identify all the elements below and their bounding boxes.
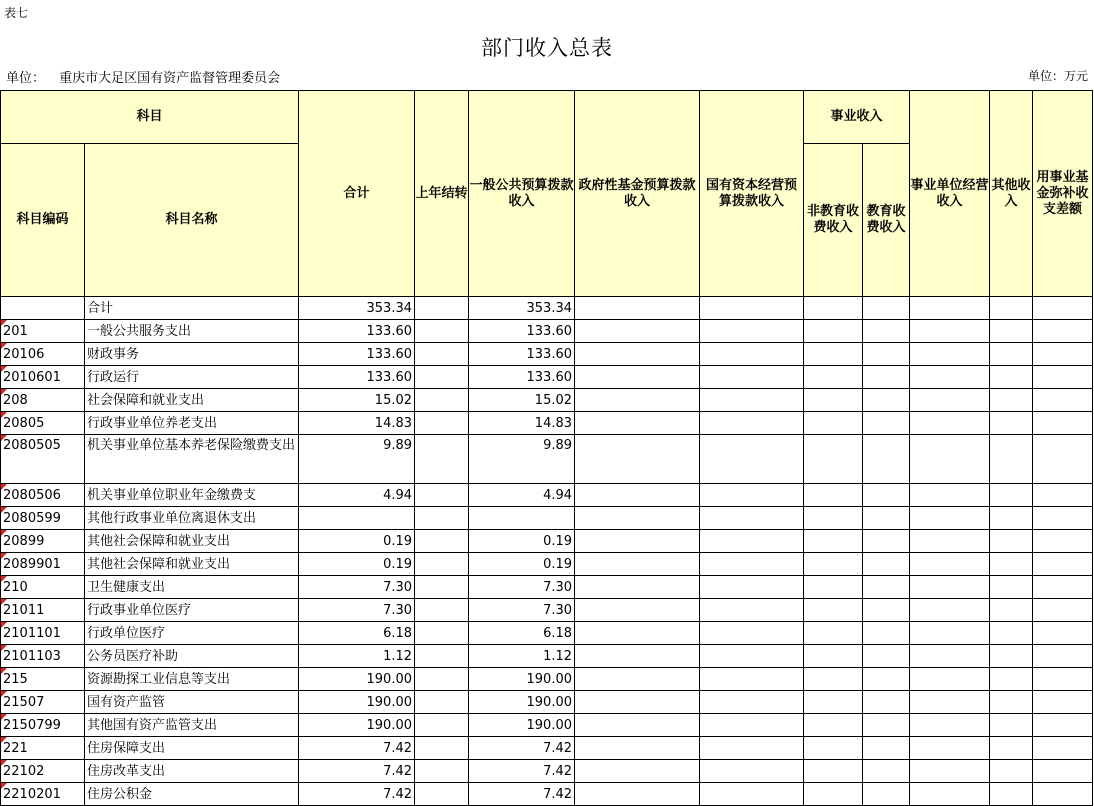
empty-cell <box>575 297 700 320</box>
subject-name-cell: 合计 <box>85 297 299 320</box>
carryover-cell <box>415 297 469 320</box>
subject-name-cell: 住房公积金 <box>85 783 299 806</box>
empty-cell <box>863 507 910 530</box>
empty-cell <box>575 576 700 599</box>
empty-cell <box>990 622 1033 645</box>
empty-cell <box>910 622 990 645</box>
unit-org-line <box>6 67 280 86</box>
empty-cell <box>804 783 863 806</box>
subject-code-cell: 208 <box>1 389 85 412</box>
total-cell: 133.60 <box>299 366 415 389</box>
carryover-cell <box>415 530 469 553</box>
carryover-cell <box>415 576 469 599</box>
carryover-cell <box>415 668 469 691</box>
subject-header: 科目 <box>1 91 299 144</box>
subject-code-cell: 22102 <box>1 760 85 783</box>
empty-cell <box>910 668 990 691</box>
subject-code-cell: 2080506 <box>1 484 85 507</box>
carryover-cell <box>415 691 469 714</box>
empty-cell <box>804 668 863 691</box>
empty-cell <box>804 576 863 599</box>
other-income-header: 其他收入 <box>990 91 1033 297</box>
table-row <box>1 389 1093 412</box>
general-budget-cell: 190.00 <box>469 714 575 737</box>
empty-cell <box>700 297 804 320</box>
empty-cell <box>863 691 910 714</box>
empty-cell <box>575 737 700 760</box>
empty-cell <box>1033 507 1093 530</box>
subject-name-cell: 行政运行 <box>85 366 299 389</box>
empty-cell <box>1033 691 1093 714</box>
table-row <box>1 714 1093 737</box>
carryover-cell <box>415 622 469 645</box>
empty-cell <box>575 783 700 806</box>
empty-cell <box>863 576 910 599</box>
carryover-cell <box>415 760 469 783</box>
empty-cell <box>910 599 990 622</box>
empty-cell <box>1033 737 1093 760</box>
empty-cell <box>990 412 1033 435</box>
unit-label: 单位： <box>6 71 46 86</box>
subject-name-cell: 财政事务 <box>85 343 299 366</box>
state-capital-header: 国有资本经营预算拨款收入 <box>700 91 804 297</box>
carryover-cell <box>415 507 469 530</box>
empty-cell <box>804 737 863 760</box>
subject-name-cell: 其他社会保障和就业支出 <box>85 530 299 553</box>
general-budget-cell: 133.60 <box>469 320 575 343</box>
empty-cell <box>910 714 990 737</box>
general-budget-cell: 133.60 <box>469 366 575 389</box>
empty-cell <box>863 599 910 622</box>
general-budget-cell: 190.00 <box>469 691 575 714</box>
empty-cell <box>1033 389 1093 412</box>
table-row <box>1 412 1093 435</box>
empty-cell <box>1033 320 1093 343</box>
page-title: 部门收入总表 <box>481 36 613 60</box>
carryover-cell <box>415 599 469 622</box>
empty-cell <box>700 366 804 389</box>
table-number: 表七 <box>4 6 29 20</box>
operating-income-header: 事业单位经营收入 <box>910 91 990 297</box>
subject-code-cell: 2150799 <box>1 714 85 737</box>
empty-cell <box>910 435 990 484</box>
total-cell: 133.60 <box>299 343 415 366</box>
empty-cell <box>863 297 910 320</box>
table-row <box>1 737 1093 760</box>
empty-cell <box>910 343 990 366</box>
empty-cell <box>863 783 910 806</box>
empty-cell <box>700 435 804 484</box>
empty-cell <box>700 783 804 806</box>
empty-cell <box>804 530 863 553</box>
carryover-cell <box>415 714 469 737</box>
empty-cell <box>910 691 990 714</box>
general-budget-cell: 15.02 <box>469 389 575 412</box>
subject-code-cell: 2210201 <box>1 783 85 806</box>
empty-cell <box>575 760 700 783</box>
empty-cell <box>700 484 804 507</box>
total-cell: 15.02 <box>299 389 415 412</box>
total-header: 合计 <box>299 91 415 297</box>
empty-cell <box>575 599 700 622</box>
empty-cell <box>700 412 804 435</box>
empty-cell <box>1033 297 1093 320</box>
empty-cell <box>575 714 700 737</box>
income-table <box>0 90 1093 806</box>
subject-code-cell: 2101101 <box>1 622 85 645</box>
empty-cell <box>804 760 863 783</box>
empty-cell <box>863 435 910 484</box>
empty-cell <box>700 320 804 343</box>
empty-cell <box>804 622 863 645</box>
empty-cell <box>700 389 804 412</box>
empty-cell <box>910 366 990 389</box>
empty-cell <box>990 507 1033 530</box>
empty-cell <box>863 320 910 343</box>
total-cell: 4.94 <box>299 484 415 507</box>
subject-code-cell: 210 <box>1 576 85 599</box>
carryover-cell <box>415 783 469 806</box>
empty-cell <box>1033 576 1093 599</box>
empty-cell <box>990 645 1033 668</box>
carryover-cell <box>415 553 469 576</box>
carryover-cell <box>415 645 469 668</box>
general-budget-cell: 7.30 <box>469 599 575 622</box>
name-header: 科目名称 <box>85 144 299 297</box>
empty-cell <box>1033 435 1093 484</box>
empty-cell <box>910 645 990 668</box>
total-cell: 7.42 <box>299 783 415 806</box>
subject-code-cell: 21507 <box>1 691 85 714</box>
empty-cell <box>990 599 1033 622</box>
subject-name-cell: 住房保障支出 <box>85 737 299 760</box>
subject-name-cell: 公务员医疗补助 <box>85 645 299 668</box>
empty-cell <box>1033 599 1093 622</box>
empty-cell <box>575 435 700 484</box>
subject-code-cell: 2080599 <box>1 507 85 530</box>
empty-cell <box>575 668 700 691</box>
empty-cell <box>575 645 700 668</box>
table-row <box>1 668 1093 691</box>
empty-cell <box>1033 668 1093 691</box>
total-cell: 190.00 <box>299 691 415 714</box>
general-budget-cell: 7.42 <box>469 737 575 760</box>
empty-cell <box>910 760 990 783</box>
table-row <box>1 484 1093 507</box>
empty-cell <box>863 530 910 553</box>
empty-cell <box>863 668 910 691</box>
subject-code-cell: 21011 <box>1 599 85 622</box>
table-row <box>1 622 1093 645</box>
carryover-cell <box>415 343 469 366</box>
empty-cell <box>804 645 863 668</box>
general-budget-cell: 1.12 <box>469 645 575 668</box>
empty-cell <box>700 760 804 783</box>
subject-name-cell: 行政单位医疗 <box>85 622 299 645</box>
subject-code-cell: 2089901 <box>1 553 85 576</box>
empty-cell <box>804 484 863 507</box>
general-budget-cell: 353.34 <box>469 297 575 320</box>
empty-cell <box>910 320 990 343</box>
empty-cell <box>700 645 804 668</box>
empty-cell <box>804 435 863 484</box>
empty-cell <box>575 507 700 530</box>
table-row <box>1 760 1093 783</box>
subject-name-cell: 一般公共服务支出 <box>85 320 299 343</box>
subject-name-cell: 其他国有资产监管支出 <box>85 714 299 737</box>
subject-code-cell: 2080505 <box>1 435 85 484</box>
table-row <box>1 645 1093 668</box>
empty-cell <box>575 484 700 507</box>
empty-cell <box>910 507 990 530</box>
total-cell: 190.00 <box>299 714 415 737</box>
empty-cell <box>990 737 1033 760</box>
table-row <box>1 366 1093 389</box>
general-budget-cell: 0.19 <box>469 530 575 553</box>
total-cell: 7.42 <box>299 737 415 760</box>
general-budget-cell: 14.83 <box>469 412 575 435</box>
empty-cell <box>990 343 1033 366</box>
subject-code-cell: 215 <box>1 668 85 691</box>
empty-cell <box>575 622 700 645</box>
subject-code-cell: 221 <box>1 737 85 760</box>
empty-cell <box>863 484 910 507</box>
empty-cell <box>1033 343 1093 366</box>
general-budget-cell: 7.42 <box>469 760 575 783</box>
empty-cell <box>863 714 910 737</box>
general-budget-cell: 133.60 <box>469 343 575 366</box>
empty-cell <box>863 366 910 389</box>
empty-cell <box>700 576 804 599</box>
empty-cell <box>804 366 863 389</box>
empty-cell <box>575 320 700 343</box>
empty-cell <box>910 553 990 576</box>
empty-cell <box>910 576 990 599</box>
empty-cell <box>1033 366 1093 389</box>
empty-cell <box>910 783 990 806</box>
empty-cell <box>804 507 863 530</box>
empty-cell <box>863 389 910 412</box>
empty-cell <box>804 714 863 737</box>
empty-cell <box>1033 645 1093 668</box>
empty-cell <box>804 691 863 714</box>
empty-cell <box>804 412 863 435</box>
empty-cell <box>863 622 910 645</box>
total-cell: 353.34 <box>299 297 415 320</box>
total-cell: 6.18 <box>299 622 415 645</box>
empty-cell <box>700 530 804 553</box>
carryover-cell <box>415 320 469 343</box>
total-cell <box>299 507 415 530</box>
subject-code-cell: 2101103 <box>1 645 85 668</box>
table-row <box>1 297 1093 320</box>
subject-code-cell: 20899 <box>1 530 85 553</box>
subject-name-cell: 机关事业单位基本养老保险缴费支出 <box>85 435 299 484</box>
empty-cell <box>990 389 1033 412</box>
table-row <box>1 553 1093 576</box>
table-row <box>1 599 1093 622</box>
carryover-cell <box>415 389 469 412</box>
empty-cell <box>804 389 863 412</box>
total-cell: 0.19 <box>299 553 415 576</box>
subject-name-cell: 其他社会保障和就业支出 <box>85 553 299 576</box>
empty-cell <box>863 343 910 366</box>
total-cell: 133.60 <box>299 320 415 343</box>
empty-cell <box>990 366 1033 389</box>
empty-cell <box>990 553 1033 576</box>
subject-code-cell: 20805 <box>1 412 85 435</box>
empty-cell <box>700 343 804 366</box>
table-row <box>1 435 1093 484</box>
table-row <box>1 530 1093 553</box>
code-header: 科目编码 <box>1 144 85 297</box>
total-cell: 190.00 <box>299 668 415 691</box>
empty-cell <box>575 691 700 714</box>
general-budget-cell: 7.42 <box>469 783 575 806</box>
empty-cell <box>863 412 910 435</box>
empty-cell <box>700 553 804 576</box>
currency-unit: 单位：万元 <box>1027 69 1088 83</box>
empty-cell <box>1033 783 1093 806</box>
empty-cell <box>910 297 990 320</box>
empty-cell <box>990 297 1033 320</box>
empty-cell <box>1033 412 1093 435</box>
subject-code-cell <box>1 297 85 320</box>
subject-name-cell: 行政事业单位养老支出 <box>85 412 299 435</box>
table-row <box>1 783 1093 806</box>
total-cell: 0.19 <box>299 530 415 553</box>
general-budget-cell: 0.19 <box>469 553 575 576</box>
carryover-cell <box>415 484 469 507</box>
subject-name-cell: 社会保障和就业支出 <box>85 389 299 412</box>
empty-cell <box>804 553 863 576</box>
empty-cell <box>804 599 863 622</box>
empty-cell <box>1033 760 1093 783</box>
empty-cell <box>575 412 700 435</box>
empty-cell <box>804 343 863 366</box>
fund-offset-header: 用事业基金弥补收支差额 <box>1033 91 1093 297</box>
subject-name-cell: 卫生健康支出 <box>85 576 299 599</box>
subject-name-cell: 行政事业单位医疗 <box>85 599 299 622</box>
general-budget-cell: 190.00 <box>469 668 575 691</box>
empty-cell <box>575 366 700 389</box>
empty-cell <box>700 507 804 530</box>
gov-fund-header: 政府性基金预算拨款收入 <box>575 91 700 297</box>
empty-cell <box>863 760 910 783</box>
general-budget-cell <box>469 507 575 530</box>
empty-cell <box>990 691 1033 714</box>
empty-cell <box>990 668 1033 691</box>
empty-cell <box>990 484 1033 507</box>
empty-cell <box>575 553 700 576</box>
empty-cell <box>910 389 990 412</box>
business-income-header: 事业收入 <box>804 91 910 144</box>
empty-cell <box>575 389 700 412</box>
empty-cell <box>700 622 804 645</box>
empty-cell <box>1033 714 1093 737</box>
empty-cell <box>1033 553 1093 576</box>
general-budget-cell: 4.94 <box>469 484 575 507</box>
subject-name-cell: 资源勘探工业信息等支出 <box>85 668 299 691</box>
carryover-cell <box>415 412 469 435</box>
empty-cell <box>804 320 863 343</box>
general-budget-cell: 6.18 <box>469 622 575 645</box>
empty-cell <box>1033 622 1093 645</box>
subject-name-cell: 机关事业单位职业年金缴费支 <box>85 484 299 507</box>
table-row <box>1 320 1093 343</box>
empty-cell <box>990 435 1033 484</box>
empty-cell <box>990 760 1033 783</box>
empty-cell <box>700 714 804 737</box>
total-cell: 7.30 <box>299 576 415 599</box>
empty-cell <box>700 668 804 691</box>
total-cell: 7.30 <box>299 599 415 622</box>
empty-cell <box>1033 484 1093 507</box>
carryover-cell <box>415 366 469 389</box>
edu-fee-header: 教育收费收入 <box>863 144 910 297</box>
non-edu-fee-header: 非教育收费收入 <box>804 144 863 297</box>
empty-cell <box>910 484 990 507</box>
carryover-header: 上年结转 <box>415 91 469 297</box>
empty-cell <box>863 645 910 668</box>
table-row <box>1 576 1093 599</box>
empty-cell <box>1033 530 1093 553</box>
subject-code-cell: 20106 <box>1 343 85 366</box>
empty-cell <box>910 530 990 553</box>
empty-cell <box>804 297 863 320</box>
empty-cell <box>990 320 1033 343</box>
table-row <box>1 507 1093 530</box>
empty-cell <box>863 553 910 576</box>
subject-name-cell: 国有资产监管 <box>85 691 299 714</box>
general-budget-header: 一般公共预算拨款收入 <box>469 91 575 297</box>
general-budget-cell: 9.89 <box>469 435 575 484</box>
empty-cell <box>990 714 1033 737</box>
subject-code-cell: 201 <box>1 320 85 343</box>
empty-cell <box>990 783 1033 806</box>
total-cell: 1.12 <box>299 645 415 668</box>
total-cell: 7.42 <box>299 760 415 783</box>
empty-cell <box>700 599 804 622</box>
table-row <box>1 343 1093 366</box>
empty-cell <box>700 691 804 714</box>
empty-cell <box>575 530 700 553</box>
empty-cell <box>910 737 990 760</box>
empty-cell <box>910 412 990 435</box>
unit-org: 重庆市大足区国有资产监督管理委员会 <box>59 71 281 86</box>
empty-cell <box>575 343 700 366</box>
total-cell: 14.83 <box>299 412 415 435</box>
subject-name-cell: 其他行政事业单位离退休支出 <box>85 507 299 530</box>
subject-code-cell: 2010601 <box>1 366 85 389</box>
subject-name-cell: 住房改革支出 <box>85 760 299 783</box>
carryover-cell <box>415 435 469 484</box>
table-row <box>1 691 1093 714</box>
empty-cell <box>700 737 804 760</box>
general-budget-cell: 7.30 <box>469 576 575 599</box>
carryover-cell <box>415 737 469 760</box>
total-cell: 9.89 <box>299 435 415 484</box>
empty-cell <box>990 530 1033 553</box>
empty-cell <box>863 737 910 760</box>
empty-cell <box>990 576 1033 599</box>
